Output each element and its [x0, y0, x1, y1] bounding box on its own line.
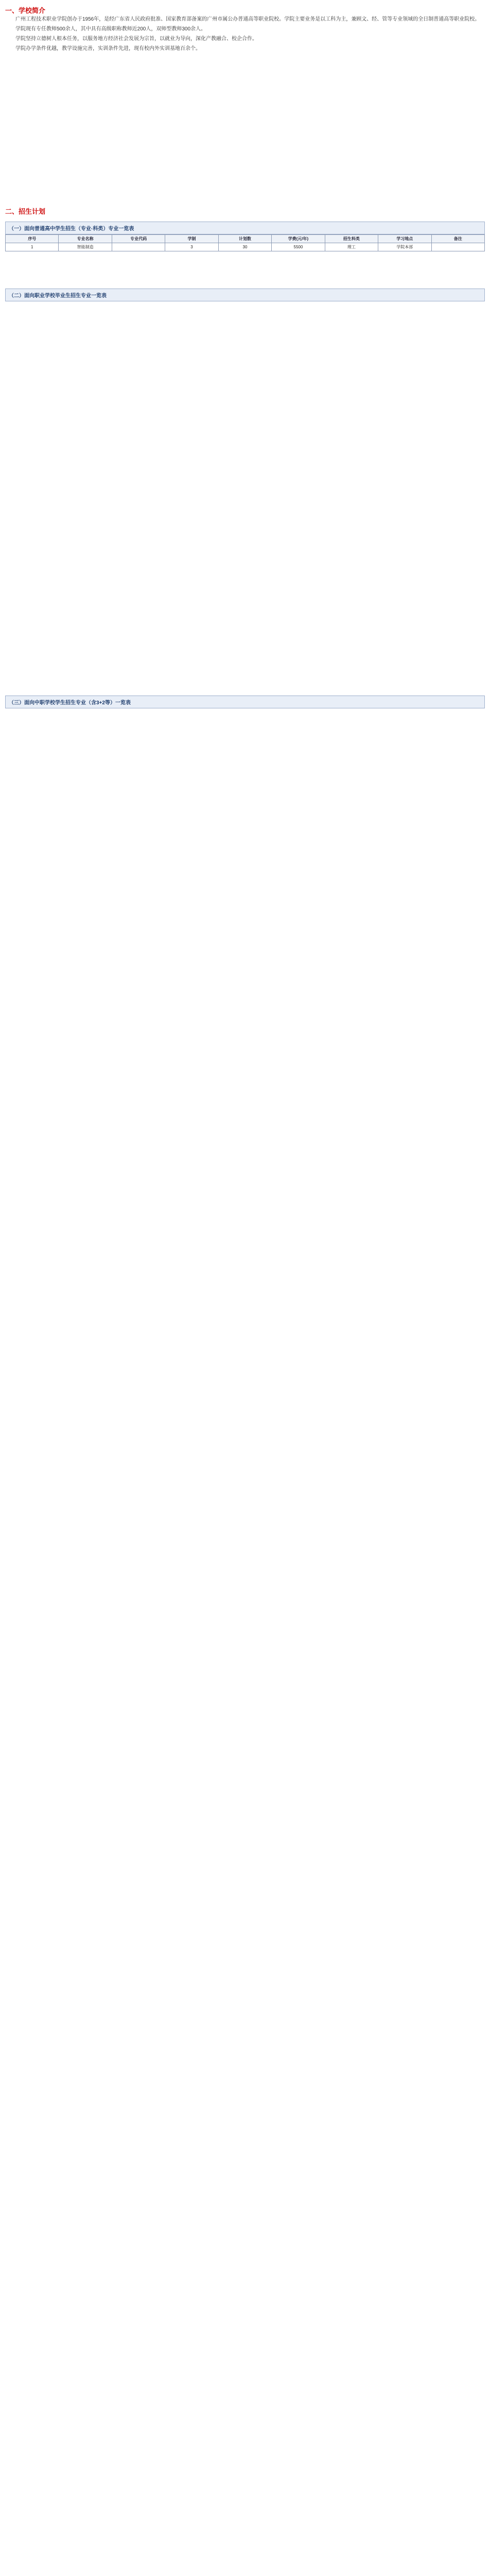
- plan-section: [5, 206, 485, 216]
- table1-header-row: [6, 235, 485, 243]
- table-cell: 5500: [272, 243, 325, 251]
- intro-title: 一、学校简介: [5, 7, 46, 14]
- table-header: 学费(元/年): [272, 235, 325, 243]
- table-header: 专业代码: [112, 235, 165, 243]
- table-header: 专业名称: [59, 235, 112, 243]
- table1-block: [5, 222, 485, 251]
- table-header: 招生科类: [325, 235, 378, 243]
- table2-block: [5, 289, 485, 301]
- table-cell: 学院本部: [378, 243, 431, 251]
- table-header: 备注: [431, 235, 485, 243]
- table-header: 计划数: [218, 235, 271, 243]
- intro-paragraph: 学院办学条件优越，教学设施完善，实训条件先进，现有校内外实训基地百余个。: [15, 46, 201, 52]
- intro-paragraph: 学院现有专任教师500余人，其中具有高级职称教师近200人，双师型教师300余人。: [15, 26, 206, 32]
- plan-title: 二、招生计划: [5, 208, 46, 215]
- intro-paragraph: 学院坚持立德树人根本任务，以服务地方经济社会发展为宗旨，以就业为导向，深化产教融合、校企合作。: [15, 36, 257, 42]
- table-cell: 理工: [325, 243, 378, 251]
- table3-block: [5, 696, 485, 708]
- table-row: [6, 243, 485, 251]
- table1-caption: （一）面向普通高中学生招生（专业·科类）专业一览表: [5, 222, 485, 234]
- intro-paragraph: 广州工程技术职业学院创办于1956年，是经广东省人民政府批准、国家教育部备案的广州市属公办普通高等职业院校。学院主要业务是以工科为主，兼顾文、经、管等专业领域的全日制普通高等职业院校。: [15, 16, 480, 22]
- table-cell: 3: [165, 243, 218, 251]
- table-header: 学制: [165, 235, 218, 243]
- table-header: 序号: [6, 235, 59, 243]
- table-cell: [112, 243, 165, 251]
- table3-caption: （三）面向中职学校学生招生专业（含3+2等）一览表: [5, 696, 485, 708]
- table-header: 学习地点: [378, 235, 431, 243]
- table-cell: 智能制造: [59, 243, 112, 251]
- table-cell: 30: [218, 243, 271, 251]
- table2-caption: （二）面向职业学校毕业生招生专业一览表: [5, 289, 485, 301]
- table-cell: [431, 243, 485, 251]
- table1: [5, 234, 485, 251]
- table-cell: 1: [6, 243, 59, 251]
- intro-section: [5, 5, 485, 54]
